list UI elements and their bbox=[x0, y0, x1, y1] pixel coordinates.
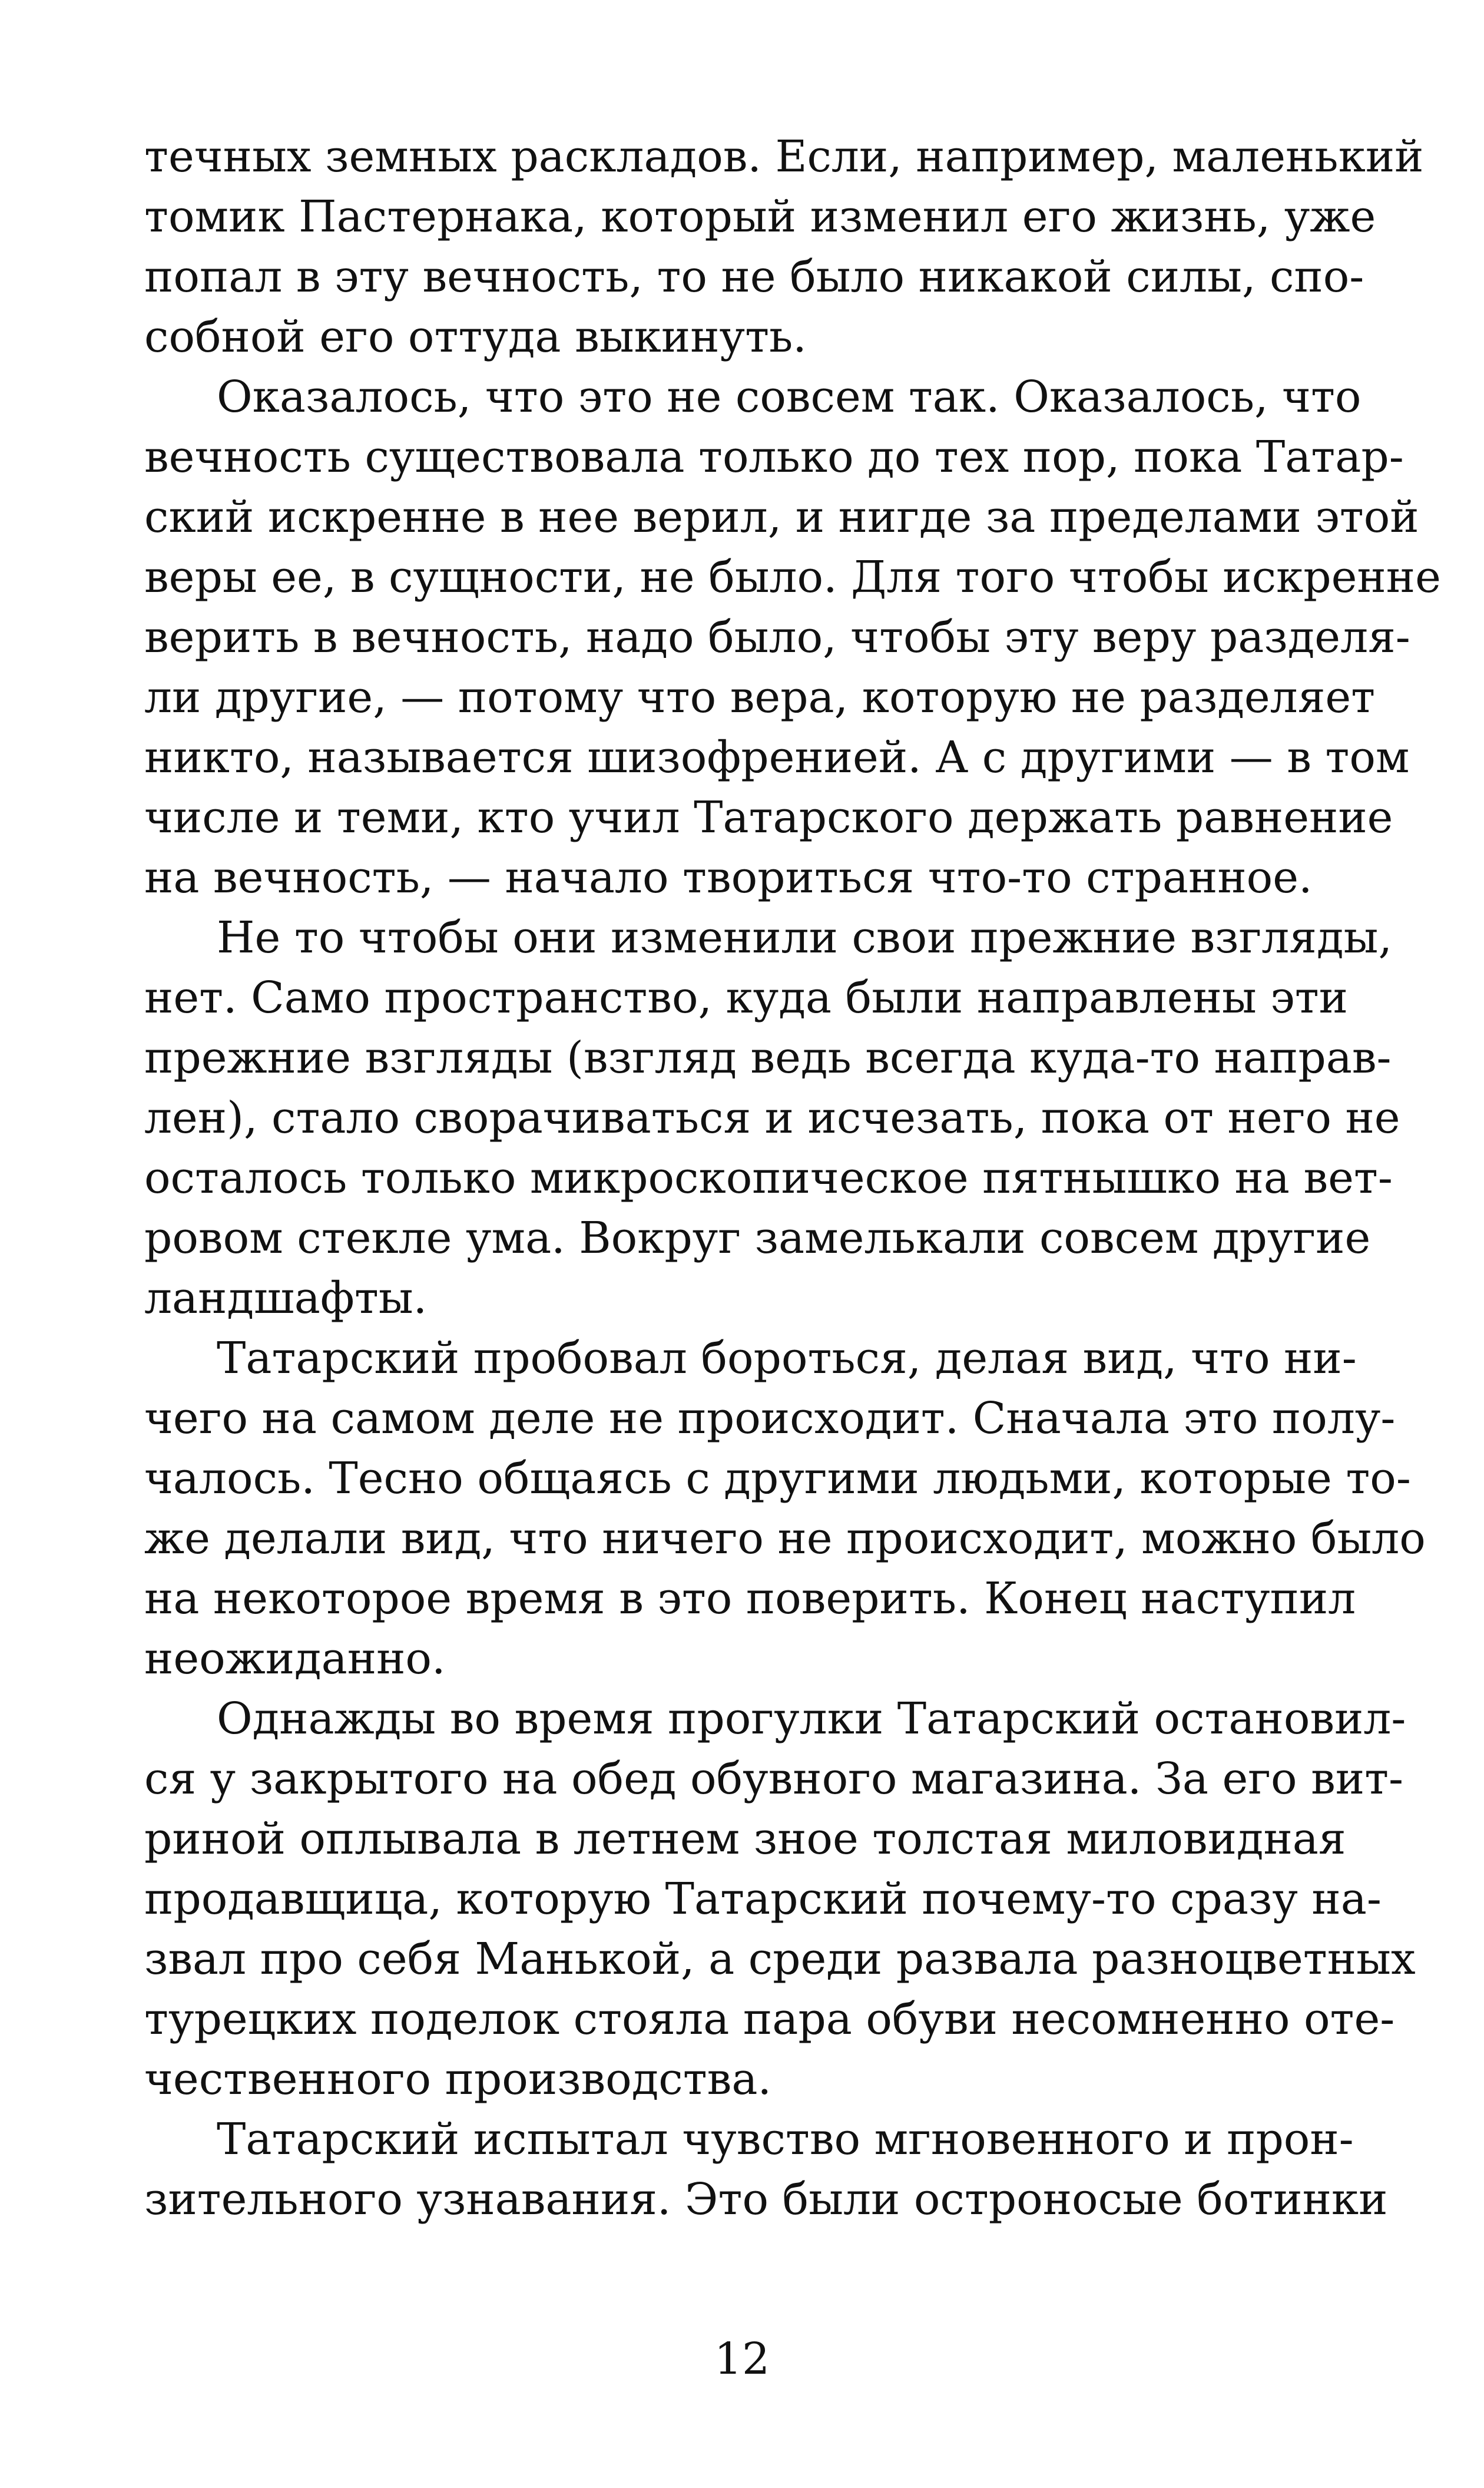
text-line: нет. Само пространство, куда были направлены эти bbox=[144, 972, 1348, 1023]
text-line: ли другие, — потому что вера, которую не разделяет bbox=[144, 672, 1376, 723]
page-number: 12 bbox=[714, 2334, 770, 2384]
text-line: чественного производства. bbox=[144, 2054, 771, 2105]
text-line: вечность существовала только до тех пор, пока Татар- bbox=[144, 432, 1404, 482]
text-line: Не то чтобы они изменили свои прежние взгляды, bbox=[217, 912, 1392, 963]
text-line: турецких поделок стояла пара обуви несомненно оте- bbox=[144, 1994, 1395, 2044]
paragraph bbox=[144, 127, 1424, 367]
text-line: числе и теми, кто учил Татарского держать равнение bbox=[144, 792, 1393, 843]
body-text bbox=[144, 127, 1441, 2229]
text-line: ровом стекле ума. Вокруг замелькали совсем другие bbox=[144, 1213, 1371, 1263]
text-line: верить в вечность, надо было, чтобы эту веру разделя- bbox=[144, 612, 1410, 663]
paragraph bbox=[144, 2109, 1388, 2229]
text-line: неожиданно. bbox=[144, 1633, 446, 1684]
text-line: риной оплывала в летнем зное толстая миловидная bbox=[144, 1814, 1346, 1864]
text-line: зительного узнавания. Это были остроносые ботинки bbox=[144, 2174, 1388, 2225]
text-line: Татарский испытал чувство мгновенного и прон- bbox=[217, 2114, 1354, 2165]
text-line: осталось только микроскопическое пятнышко на вет- bbox=[144, 1153, 1393, 1203]
text-line: попал в эту вечность, то не было никакой силы, спо- bbox=[144, 252, 1364, 302]
text-line: лен), стало сворачиваться и исчезать, пока от него не bbox=[144, 1093, 1400, 1143]
text-line: томик Пастернака, который изменил его жизнь, уже bbox=[144, 191, 1376, 242]
text-line: Татарский пробовал бороться, делая вид, что ни- bbox=[217, 1333, 1357, 1384]
paragraph bbox=[144, 908, 1400, 1328]
text-line: ландшафты. bbox=[144, 1273, 428, 1324]
text-line: чалось. Тесно общаясь с другими людьми, которые то- bbox=[144, 1453, 1411, 1504]
text-line: же делали вид, что ничего не происходит, можно было bbox=[144, 1513, 1426, 1564]
text-line: веры ее, в сущности, не было. Для того чтобы искренне bbox=[144, 552, 1441, 603]
text-line: продавщица, которую Татарский почему-то сразу на- bbox=[144, 1874, 1382, 1924]
text-line: ский искренне в нее верил, и нигде за пределами этой bbox=[144, 492, 1419, 542]
text-line: течных земных раскладов. Если, например, маленький bbox=[144, 131, 1424, 182]
text-line: Однажды во время прогулки Татарский остановил- bbox=[217, 1693, 1406, 1744]
text-line: никто, называется шизофренией. А с другими — в том bbox=[144, 732, 1410, 783]
text-line: чего на самом деле не происходит. Сначала это полу- bbox=[144, 1393, 1396, 1444]
text-line: звал про себя Манькой, а среди развала разноцветных bbox=[144, 1934, 1416, 1984]
text-line: на некоторое время в это поверить. Конец наступил bbox=[144, 1573, 1356, 1624]
text-line: на вечность, — начало твориться что-то странное. bbox=[144, 852, 1313, 903]
text-line: Оказалось, что это не совсем так. Оказалось, что bbox=[217, 372, 1362, 422]
paragraph bbox=[144, 1328, 1426, 1689]
text-line: ся у закрытого на обед обувного магазина. За его вит- bbox=[144, 1753, 1404, 1804]
text-line: собной его оттуда выкинуть. bbox=[144, 312, 807, 362]
paragraph bbox=[144, 1689, 1416, 2109]
paragraph bbox=[144, 367, 1441, 908]
text-line: прежние взгляды (взгляд ведь всегда куда-то направ- bbox=[144, 1033, 1392, 1083]
